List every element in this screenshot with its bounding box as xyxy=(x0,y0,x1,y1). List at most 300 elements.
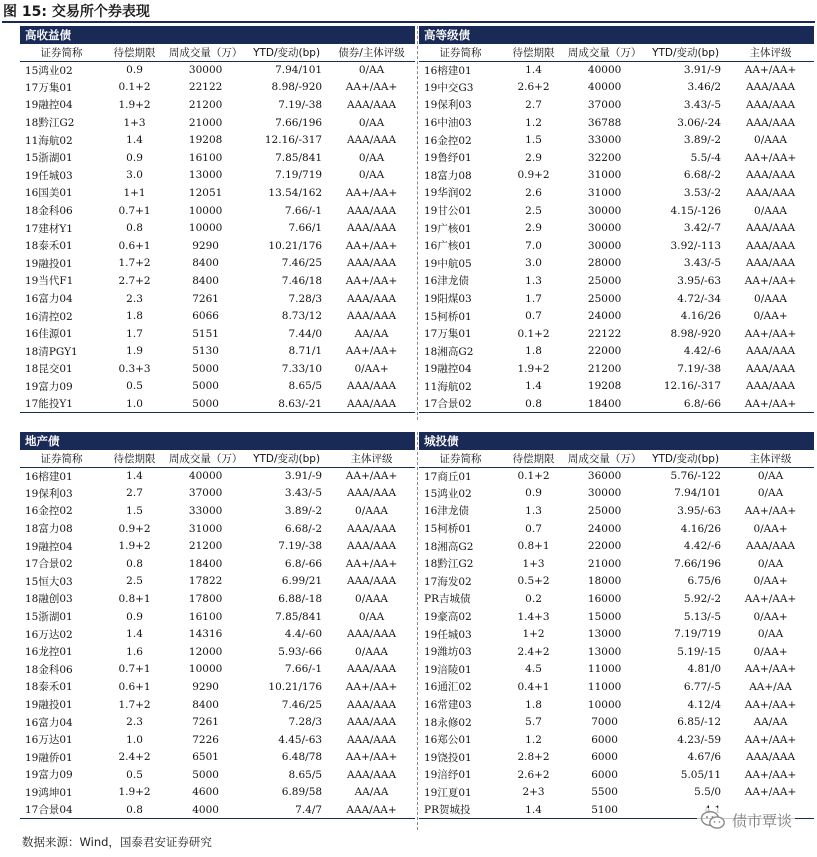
ytd-change: 6.48/78 xyxy=(281,751,323,764)
table-row xyxy=(419,96,814,114)
table-row xyxy=(419,555,814,573)
table-row xyxy=(20,731,415,749)
weekly-volume: 12000 xyxy=(188,645,223,658)
ytd-change: 7.66/1 xyxy=(288,222,323,235)
rating: AA+/AA+ xyxy=(744,327,797,340)
term: 0.8 xyxy=(126,557,143,570)
rating: AAA/AAA xyxy=(746,169,796,182)
rating: AAA/AAA xyxy=(746,257,796,270)
bond-name: 16通汇02 xyxy=(424,681,472,694)
bond-name: 19任城03 xyxy=(25,169,73,182)
weekly-volume: 10000 xyxy=(587,698,622,711)
ytd-change: 5.92/-2 xyxy=(683,592,722,605)
table-row xyxy=(419,219,814,237)
rating: 0/AA xyxy=(358,610,385,623)
table-row xyxy=(20,167,415,185)
bond-name: PR贺城投 xyxy=(419,801,502,819)
table-row xyxy=(20,343,415,361)
ytd-change: 4.23/-59 xyxy=(677,733,722,746)
term: 1.5 xyxy=(525,134,542,147)
ytd-change: 6.88/-18 xyxy=(278,592,323,605)
rating: AA+/AA+ xyxy=(345,239,398,252)
ytd-change: 4.15/-126 xyxy=(670,204,722,217)
term: 2.7 xyxy=(126,487,143,500)
weekly-volume: 37000 xyxy=(188,487,223,500)
rating: AA+/AA+ xyxy=(345,557,398,570)
ytd-change: 7.4/7 xyxy=(245,801,328,819)
ytd-change: 4.16/26 xyxy=(680,310,722,323)
bond-name: 11海航02 xyxy=(25,134,73,147)
bond-name: 19鲁纾01 xyxy=(424,152,472,165)
table-row xyxy=(20,149,415,167)
term: 1.9+2 xyxy=(118,98,151,111)
table-row xyxy=(20,219,415,237)
ytd-change: 6.68/-2 xyxy=(683,169,722,182)
weekly-volume: 7261 xyxy=(192,716,219,729)
rating: AAA/AAA xyxy=(347,222,397,235)
rating: 0/AA+ xyxy=(753,522,788,535)
table-row xyxy=(419,749,814,767)
rating: 0/AA xyxy=(757,557,784,570)
term: 3.0 xyxy=(525,257,542,270)
weekly-volume: 5000 xyxy=(166,395,245,413)
table-row xyxy=(419,643,814,661)
panel-title: 高等级债 xyxy=(419,26,814,44)
column-header: 证券简称 xyxy=(419,450,502,467)
table-row xyxy=(20,625,415,643)
ytd-change: 4.12/4 xyxy=(687,698,722,711)
weekly-volume: 25000 xyxy=(587,292,622,305)
table-row xyxy=(20,661,415,679)
rating: 0/AAA xyxy=(355,504,389,517)
bond-name: 17万集01 xyxy=(424,328,472,341)
weekly-volume: 22000 xyxy=(587,540,622,553)
bond-table xyxy=(419,44,814,413)
table-row xyxy=(20,61,415,79)
term: 1.9+2 xyxy=(118,540,151,553)
rating: 0/AA+ xyxy=(753,310,788,323)
rating: AAA/AAA xyxy=(347,768,397,781)
bond-table xyxy=(20,450,415,819)
table-row xyxy=(419,696,814,714)
ytd-change: 5.05/11 xyxy=(680,768,722,781)
table-row xyxy=(20,678,415,696)
weekly-volume: 18400 xyxy=(188,557,223,570)
weekly-volume: 36788 xyxy=(587,116,622,129)
ytd-change: 8.63/-21 xyxy=(245,395,328,413)
rating: AAA/AAA xyxy=(746,116,796,129)
term: 0.1+2 xyxy=(517,470,550,483)
bond-name: 19豪高02 xyxy=(424,611,472,624)
rating: AA+/AA+ xyxy=(744,592,797,605)
ytd-change: 3.43/-5 xyxy=(683,257,722,270)
weekly-volume: 4600 xyxy=(192,786,219,799)
rating: AAA/AAA xyxy=(746,222,796,235)
table-row xyxy=(419,149,814,167)
column-header: 周成交量（万） xyxy=(166,44,245,61)
table-row xyxy=(20,378,415,396)
weekly-volume: 17822 xyxy=(188,575,223,588)
term: 1.2 xyxy=(525,116,542,129)
term: 0.3+3 xyxy=(118,362,151,375)
term: 0.5+2 xyxy=(517,575,550,588)
weekly-volume: 31000 xyxy=(587,169,622,182)
bond-name: 19阳煤03 xyxy=(424,293,472,306)
rating: AA+/AA+ xyxy=(345,186,398,199)
bond-name: 15浙湖01 xyxy=(25,152,73,165)
term: 1+1 xyxy=(123,186,146,199)
bond-name: 19融控04 xyxy=(25,99,73,112)
term: 1.8 xyxy=(525,345,542,358)
weekly-volume: 10000 xyxy=(188,222,223,235)
rating: AA+/AA xyxy=(749,680,792,693)
weekly-volume: 15000 xyxy=(587,610,622,623)
rating: AAA/AAA xyxy=(347,733,397,746)
rating: AA+/AA+ xyxy=(345,470,398,483)
bond-name: 15鸿业02 xyxy=(25,64,73,77)
weekly-volume: 8400 xyxy=(192,698,219,711)
rating: AAA/AAA xyxy=(347,716,397,729)
weekly-volume: 16000 xyxy=(587,592,622,605)
ytd-change: 6.75/6 xyxy=(687,575,722,588)
column-header: 待偿期限 xyxy=(103,44,166,61)
bond-name: 19中航05 xyxy=(424,257,472,270)
rating: AAA/AAA xyxy=(328,395,415,413)
bond-name: 19当代F1 xyxy=(25,275,74,288)
term: 0.2 xyxy=(525,592,542,605)
term: 1+2 xyxy=(522,628,545,641)
term: 2.7+2 xyxy=(118,274,151,287)
table-row xyxy=(20,184,415,202)
term: 0.6+1 xyxy=(118,680,151,693)
rating: AA+/AA+ xyxy=(744,151,797,164)
ytd-change: 7.66/-1 xyxy=(284,663,323,676)
column-header: YTD/变动(bp) xyxy=(644,450,727,467)
column-header: 证券简称 xyxy=(419,44,502,61)
panel-title: 高收益债 xyxy=(20,26,415,44)
ytd-change: 7.19/-38 xyxy=(278,540,323,553)
ytd-change: 8.98/-920 xyxy=(271,81,323,94)
term: 2.5 xyxy=(525,204,542,217)
weekly-volume: 7000 xyxy=(591,716,618,729)
bond-name: 16郑公01 xyxy=(424,734,472,747)
table-row xyxy=(419,608,814,626)
weekly-volume: 33000 xyxy=(587,134,622,147)
table-row xyxy=(20,360,415,378)
weekly-volume: 32200 xyxy=(587,151,622,164)
rating: AA+/AA+ xyxy=(744,786,797,799)
rating: AA+/AA+ xyxy=(744,504,797,517)
ytd-change: 5.5/-4 xyxy=(690,151,722,164)
bond-name: 19融投01 xyxy=(25,257,73,270)
ytd-change: 7.66/196 xyxy=(674,557,722,570)
rating: 0/AAA xyxy=(754,134,788,147)
term: 1.4 xyxy=(502,801,565,819)
rating: AA+/AA+ xyxy=(345,274,398,287)
rating: 0/AA+ xyxy=(753,610,788,623)
rating: AA+/AA+ xyxy=(744,733,797,746)
weekly-volume: 9290 xyxy=(192,239,219,252)
bond-name: 19富力09 xyxy=(25,380,73,393)
term: 1.5 xyxy=(126,504,143,517)
table-row xyxy=(419,202,814,220)
rating: AA+/AA+ xyxy=(744,64,797,77)
ytd-change: 3.53/-2 xyxy=(683,186,722,199)
rating: AAA/AAA xyxy=(347,663,397,676)
rating: AA+/AA+ xyxy=(744,274,797,287)
weekly-volume: 24000 xyxy=(587,310,622,323)
rating: AAA/AAA xyxy=(746,186,796,199)
bond-name: 16龙控01 xyxy=(25,646,73,659)
term: 0.6+1 xyxy=(118,239,151,252)
rating: AAA/AAA xyxy=(746,345,796,358)
weekly-volume: 37000 xyxy=(587,98,622,111)
ytd-change: 8.65/5 xyxy=(288,380,323,393)
ytd-change: 3.46/2 xyxy=(687,81,722,94)
term: 0.7 xyxy=(525,522,542,535)
table-row xyxy=(419,290,814,308)
bond-name: 19甘公01 xyxy=(424,205,472,218)
term: 0.5 xyxy=(126,768,143,781)
ytd-change: 3.43/-5 xyxy=(284,487,323,500)
term: 1.0 xyxy=(103,395,166,413)
rating: AAA/AAA xyxy=(347,522,397,535)
term: 2.3 xyxy=(126,716,143,729)
weekly-volume: 6000 xyxy=(591,733,618,746)
rating: 0/AAA xyxy=(355,645,389,658)
bond-name: 16中油03 xyxy=(424,117,472,130)
term: 0.1+2 xyxy=(118,81,151,94)
bond-name: 19鸿坤01 xyxy=(25,786,73,799)
weekly-volume: 22122 xyxy=(587,327,622,340)
weekly-volume: 18000 xyxy=(587,575,622,588)
bond-name: 18富力08 xyxy=(424,169,472,182)
column-header: 待偿期限 xyxy=(502,44,565,61)
ytd-change: 7.19/-38 xyxy=(677,362,722,375)
panel-divider-top xyxy=(417,26,418,420)
table-row xyxy=(20,608,415,626)
table-row xyxy=(419,131,814,149)
table-row xyxy=(20,643,415,661)
term: 1.7 xyxy=(525,292,542,305)
term: 2.6+2 xyxy=(517,768,550,781)
term: 1.0 xyxy=(126,733,143,746)
weekly-volume: 5000 xyxy=(192,380,219,393)
rating: 0/AA xyxy=(358,64,385,77)
bond-name: 15柯桥01 xyxy=(424,523,472,536)
term: 1.4 xyxy=(126,470,143,483)
weekly-volume: 16100 xyxy=(188,610,223,623)
ytd-change: 6.68/-2 xyxy=(284,522,323,535)
rating: AAA/AAA xyxy=(746,540,796,553)
term: 1.8 xyxy=(525,698,542,711)
source-note: 数据来源：Wind，国泰君安证券研究 xyxy=(22,835,212,849)
bond-name: 19保利03 xyxy=(25,487,73,500)
bond-name: 16津龙债 xyxy=(424,505,469,518)
weekly-volume: 18400 xyxy=(565,395,644,413)
weekly-volume: 17800 xyxy=(188,592,223,605)
weekly-volume: 13000 xyxy=(587,628,622,641)
rating: AA+/AA+ xyxy=(345,751,398,764)
term: 1+3 xyxy=(123,116,146,129)
weekly-volume: 6501 xyxy=(192,751,219,764)
term: 2.4+2 xyxy=(517,645,550,658)
rating: AAA/AAA xyxy=(347,540,397,553)
bond-name: 16榕建01 xyxy=(424,64,472,77)
term: 2.9 xyxy=(525,222,542,235)
column-header: 证券简称 xyxy=(20,450,103,467)
term: 1.7+2 xyxy=(118,257,151,270)
rating: AAA/AAA xyxy=(746,751,796,764)
ytd-change: 4.72/-34 xyxy=(677,292,722,305)
bond-name: 19广核01 xyxy=(424,222,472,235)
bond-name: 18清PGY1 xyxy=(25,345,78,358)
table-row xyxy=(419,79,814,97)
bond-name: 16常建03 xyxy=(424,699,472,712)
ytd-change: 8.73/12 xyxy=(281,310,323,323)
term: 0.9+2 xyxy=(517,169,550,182)
table-row xyxy=(419,766,814,784)
ytd-change: 7.19/719 xyxy=(275,169,323,182)
rating: AA/AA xyxy=(753,716,788,729)
table-row xyxy=(20,590,415,608)
weekly-volume: 12051 xyxy=(188,186,223,199)
term: 1.8 xyxy=(126,310,143,323)
table-row xyxy=(419,237,814,255)
term: 2+3 xyxy=(522,786,545,799)
weekly-volume: 40000 xyxy=(587,81,622,94)
bond-name: 17合景02 xyxy=(25,558,73,571)
term: 0.8 xyxy=(502,395,565,413)
panel-title: 城投债 xyxy=(419,432,814,450)
bond-name: 19潍坊03 xyxy=(424,646,472,659)
table-row xyxy=(20,485,415,503)
table-row xyxy=(20,325,415,343)
weekly-volume: 30000 xyxy=(587,222,622,235)
rating: 0/AAA xyxy=(754,204,788,217)
term: 0.9 xyxy=(126,151,143,164)
weekly-volume: 40000 xyxy=(188,470,223,483)
rating: 0/AA xyxy=(358,169,385,182)
table-row xyxy=(20,467,415,485)
bond-name: 19任城03 xyxy=(424,628,472,641)
table-row xyxy=(419,184,814,202)
ytd-change: 4.45/-63 xyxy=(278,733,323,746)
table-row xyxy=(20,537,415,555)
rating: AA+/AA+ xyxy=(345,81,398,94)
term: 1.9+2 xyxy=(118,786,151,799)
panel-real-estate xyxy=(20,432,415,819)
term: 1.7+2 xyxy=(118,698,151,711)
bond-name: 16广核01 xyxy=(424,240,472,253)
column-header: 周成交量（万） xyxy=(166,450,245,467)
table-row xyxy=(419,467,814,485)
panel-high-yield xyxy=(20,26,415,413)
ytd-change: 4.67/6 xyxy=(687,751,722,764)
rating: AAA/AAA xyxy=(347,487,397,500)
rating: 0/AA+ xyxy=(753,645,788,658)
table-row xyxy=(419,61,814,79)
table-header-row xyxy=(419,44,814,61)
rating: 0/AA+ xyxy=(753,575,788,588)
bond-name: 18黔江G2 xyxy=(424,558,474,571)
ytd-change: 4.4/-60 xyxy=(284,628,323,641)
weekly-volume: 30000 xyxy=(587,487,622,500)
term: 0.8 xyxy=(126,222,143,235)
weekly-volume: 5000 xyxy=(192,768,219,781)
bond-name: 18泰禾01 xyxy=(25,240,73,253)
ytd-change: 4.16/26 xyxy=(680,522,722,535)
rating: AAA/AAA xyxy=(347,257,397,270)
term: 1.9+2 xyxy=(517,362,550,375)
rating: AAA/AA+ xyxy=(328,801,415,819)
bond-name: 16富力04 xyxy=(25,293,73,306)
weekly-volume: 22000 xyxy=(587,345,622,358)
rating: 0/AA xyxy=(358,116,385,129)
weekly-volume: 21000 xyxy=(587,557,622,570)
rating: 0/AA xyxy=(757,470,784,483)
bond-name: 19融投01 xyxy=(25,699,73,712)
ytd-change: 3.95/-63 xyxy=(677,504,722,517)
table-row xyxy=(419,590,814,608)
table-row xyxy=(20,696,415,714)
term: 2.8+2 xyxy=(517,751,550,764)
ytd-change: 7.66/196 xyxy=(275,116,323,129)
weekly-volume: 21200 xyxy=(188,98,223,111)
rating: AA/AA xyxy=(354,327,389,340)
bond-name: 17万集01 xyxy=(25,81,73,94)
bond-name: 17合景04 xyxy=(20,801,103,819)
rating: AAA/AAA xyxy=(347,380,397,393)
term: 1.6 xyxy=(126,645,143,658)
term: 2.9 xyxy=(525,151,542,164)
column-header: 证券简称 xyxy=(20,44,103,61)
rating: AAA/AAA xyxy=(347,575,397,588)
term: 7.0 xyxy=(525,239,542,252)
term: 0.8+1 xyxy=(517,540,550,553)
rating: AA+/AA+ xyxy=(744,698,797,711)
bond-name: 18黔江G2 xyxy=(25,117,75,130)
ytd-change: 7.28/3 xyxy=(288,716,323,729)
weekly-volume: 31000 xyxy=(188,522,223,535)
column-header: 周成交量（万） xyxy=(565,44,644,61)
bond-name: 19保利03 xyxy=(424,99,472,112)
bond-name: 18湘高G2 xyxy=(424,345,474,358)
ytd-change: 13.54/162 xyxy=(268,186,323,199)
ytd-change: 12.16/-317 xyxy=(264,134,323,147)
bond-name: 15柯桥01 xyxy=(424,310,472,323)
table-row xyxy=(419,167,814,185)
ytd-change: 4.42/-6 xyxy=(683,540,722,553)
table-row xyxy=(20,555,415,573)
weekly-volume: 14316 xyxy=(188,628,223,641)
bond-name: 19融控04 xyxy=(424,363,472,376)
bond-name: 17合景02 xyxy=(419,395,502,413)
table-row xyxy=(419,661,814,679)
bond-name: 17能投Y1 xyxy=(20,395,103,413)
ytd-change: 8.98/-920 xyxy=(670,327,722,340)
bond-table xyxy=(20,44,415,413)
table-row xyxy=(20,96,415,114)
term: 0.9 xyxy=(126,64,143,77)
ytd-change: 6.99/21 xyxy=(281,575,323,588)
ytd-change: 3.42/-7 xyxy=(683,222,722,235)
table-row xyxy=(20,307,415,325)
table-row xyxy=(20,79,415,97)
ytd-change: 7.85/841 xyxy=(275,151,323,164)
bond-name: 16榕建01 xyxy=(25,470,73,483)
bond-name: 16富力04 xyxy=(25,716,73,729)
